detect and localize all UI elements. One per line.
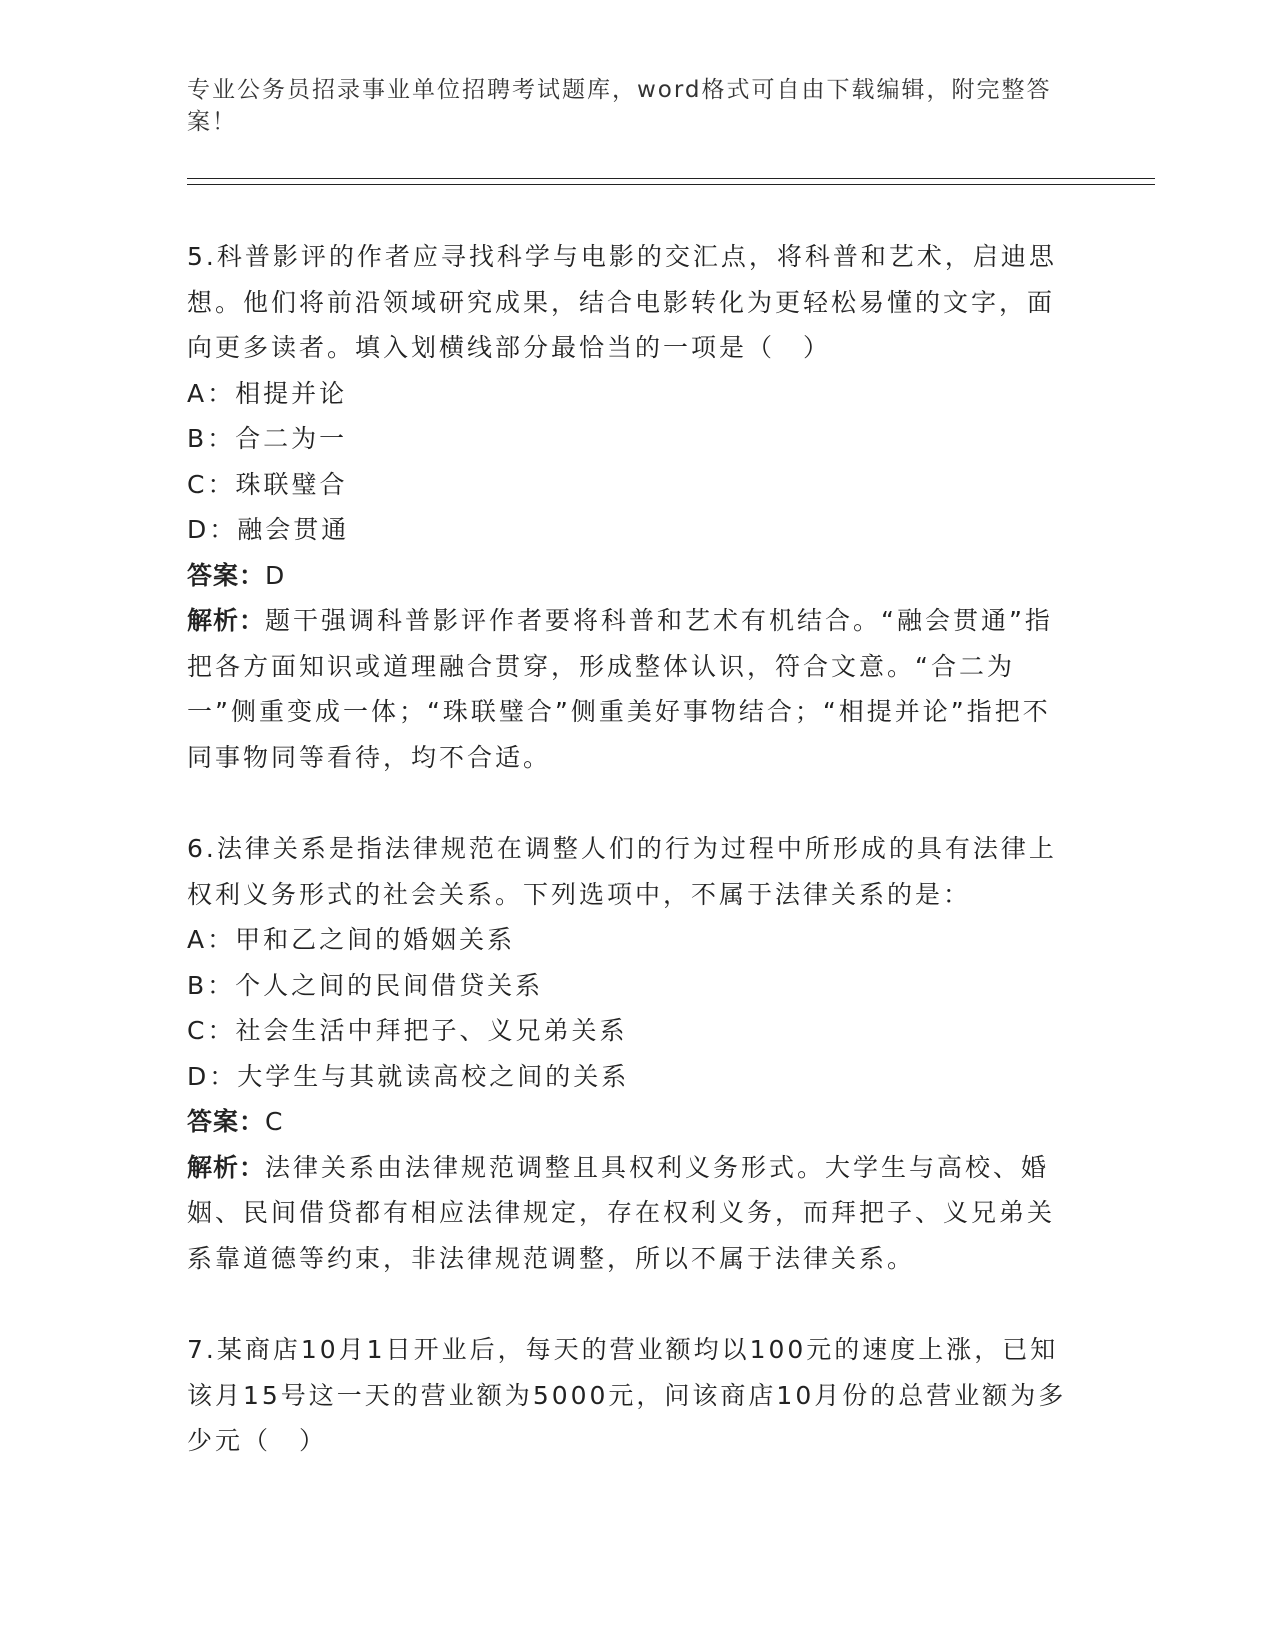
question-stem: 7.某商店10月1日开业后，每天的营业额均以100元的速度上涨，已知该月15号这一天的营业额为5000元，问该商店10月份的总营业额为多少元（ ） (187, 1335, 1067, 1455)
option-d: D：融会贯通 (187, 515, 350, 544)
answer-value: D (265, 560, 288, 590)
question-list (187, 234, 1067, 1510)
answer-label: 答案： (187, 1107, 266, 1136)
header-divider-bottom (187, 184, 1155, 185)
question-7 (187, 1327, 1067, 1464)
analysis-line (187, 598, 1067, 780)
option-c: C：珠联璧合 (187, 469, 348, 499)
page-header: 专业公务员招录事业单位招聘考试题库，word格式可自由下载编辑，附完整答案！ (187, 77, 1052, 135)
answer-label: 答案： (187, 560, 266, 590)
option-d: D：大学生与其就读高校之间的关系 (187, 1061, 630, 1091)
analysis-label: 解析： (187, 606, 266, 635)
option-b: B：合二为一 (187, 424, 348, 453)
answer-value: C (265, 1107, 286, 1136)
question-6 (187, 826, 1067, 1281)
analysis-label: 解析： (187, 1152, 266, 1182)
answer-line (187, 553, 1067, 599)
question-stem: 5.科普影评的作者应寻找科学与电影的交汇点，将科普和艺术，启迪思想。他们将前沿领域研究成果，结合电影转化为更轻松易懂的文字，面向更多读者。填入划横线部分最恰当的一项是（ ） (187, 242, 1057, 362)
option-a: A：甲和乙之间的婚姻关系 (187, 925, 516, 954)
answer-line (187, 1099, 1067, 1145)
question-5 (187, 234, 1067, 780)
header-divider-top (187, 178, 1155, 179)
option-c: C：社会生活中拜把子、义兄弟关系 (187, 1016, 628, 1045)
analysis-line (187, 1145, 1067, 1282)
analysis-text: 法律关系由法律规范调整且具权利义务形式。大学生与高校、婚姻、民间借贷都有相应法律规定，存在权利义务，而拜把子、义兄弟关系靠道德等约束，非法律规范调整，所以不属于法律关系。 (187, 1152, 1056, 1273)
option-a: A：相提并论 (187, 378, 348, 408)
analysis-text: 题干强调科普影评作者要将科普和艺术有机结合。“融会贯通”指把各方面知识或道理融合贯穿，形成整体认识，符合文意。“合二为一”侧重变成一体；“珠联璧合”侧重美好事物结合；“相提并论”指把不同事物同等看待，均不合适。 (187, 606, 1053, 772)
question-stem: 6.法律关系是指法律规范在调整人们的行为过程中所形成的具有法律上权利义务形式的社会关系。下列选项中，不属于法律关系的是： (187, 834, 1057, 909)
option-b: B：个人之间的民间借贷关系 (187, 970, 544, 1000)
